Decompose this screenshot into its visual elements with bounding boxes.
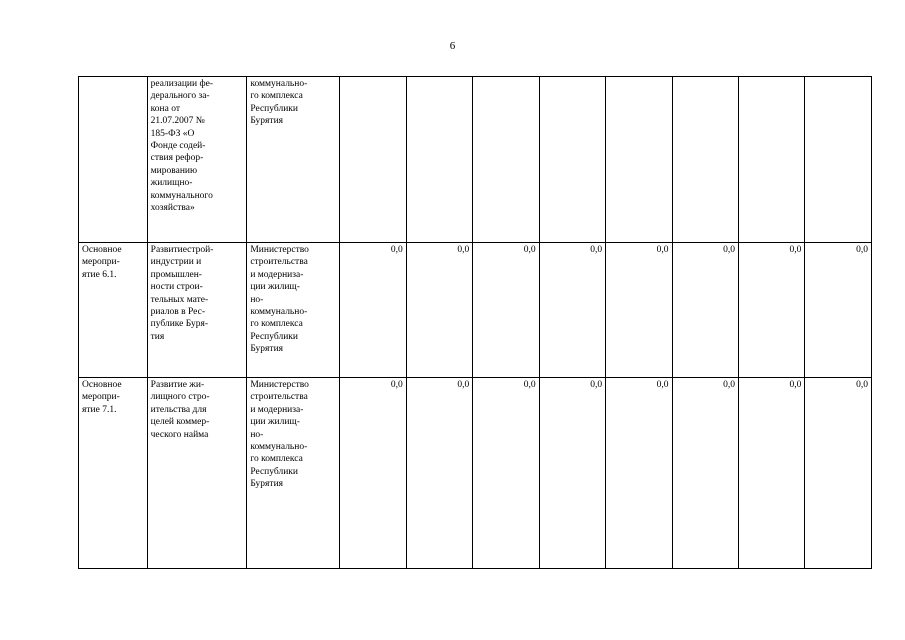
- value-cell: 0,0: [340, 243, 406, 378]
- value-cell: 0,0: [406, 243, 472, 378]
- measure-code-cell: Основное меропри- ятие 6.1.: [79, 243, 148, 378]
- value-cell: [606, 77, 672, 243]
- value-cell: 0,0: [406, 378, 472, 569]
- value-cell: 0,0: [805, 243, 872, 378]
- value-cell: [738, 77, 804, 243]
- value-cell: 0,0: [606, 243, 672, 378]
- executor-cell: Министерство строительства и модерниза- ции жилищ- но- коммунально- го комплекса Республики Бурятия: [247, 243, 340, 378]
- program-table: [78, 76, 872, 569]
- value-cell: [805, 77, 872, 243]
- executor-cell: Министерство строительства и модерниза- ции жилищ- но- коммунально- го комплекса Республики Бурятия: [247, 378, 340, 569]
- value-cell: 0,0: [340, 378, 406, 569]
- value-cell: 0,0: [805, 378, 872, 569]
- value-cell: [340, 77, 406, 243]
- measure-name-cell: Развитиестрой- индустрии и промышлен- ности строи- тельных мате- риалов в Рес- публике Буря- тия: [147, 243, 247, 378]
- value-cell: [406, 77, 472, 243]
- value-cell: [473, 77, 539, 243]
- value-cell: 0,0: [672, 378, 738, 569]
- measure-name-cell: реализации фе- дерального за- кона от 21.07.2007 № 185-ФЗ «О Фонде содей- ствия рефор- мированию жилищно- коммунального хозяйства»: [147, 77, 247, 243]
- value-cell: 0,0: [539, 243, 605, 378]
- table-row: [79, 378, 872, 569]
- measure-code-cell: [79, 77, 148, 243]
- executor-cell: коммунально- го комплекса Республики Бурятия: [247, 77, 340, 243]
- value-cell: 0,0: [738, 243, 804, 378]
- value-cell: [672, 77, 738, 243]
- value-cell: 0,0: [473, 243, 539, 378]
- value-cell: 0,0: [539, 378, 605, 569]
- page-number: 6: [449, 40, 456, 52]
- value-cell: 0,0: [473, 378, 539, 569]
- measure-name-cell: Развитие жи- лищного стро- ительства для целей коммер- ческого найма: [147, 378, 247, 569]
- value-cell: 0,0: [738, 378, 804, 569]
- table-row: [79, 77, 872, 243]
- measure-code-cell: Основное меропри- ятие 7.1.: [79, 378, 148, 569]
- value-cell: [539, 77, 605, 243]
- value-cell: 0,0: [672, 243, 738, 378]
- value-cell: 0,0: [606, 378, 672, 569]
- table-row: [79, 243, 872, 378]
